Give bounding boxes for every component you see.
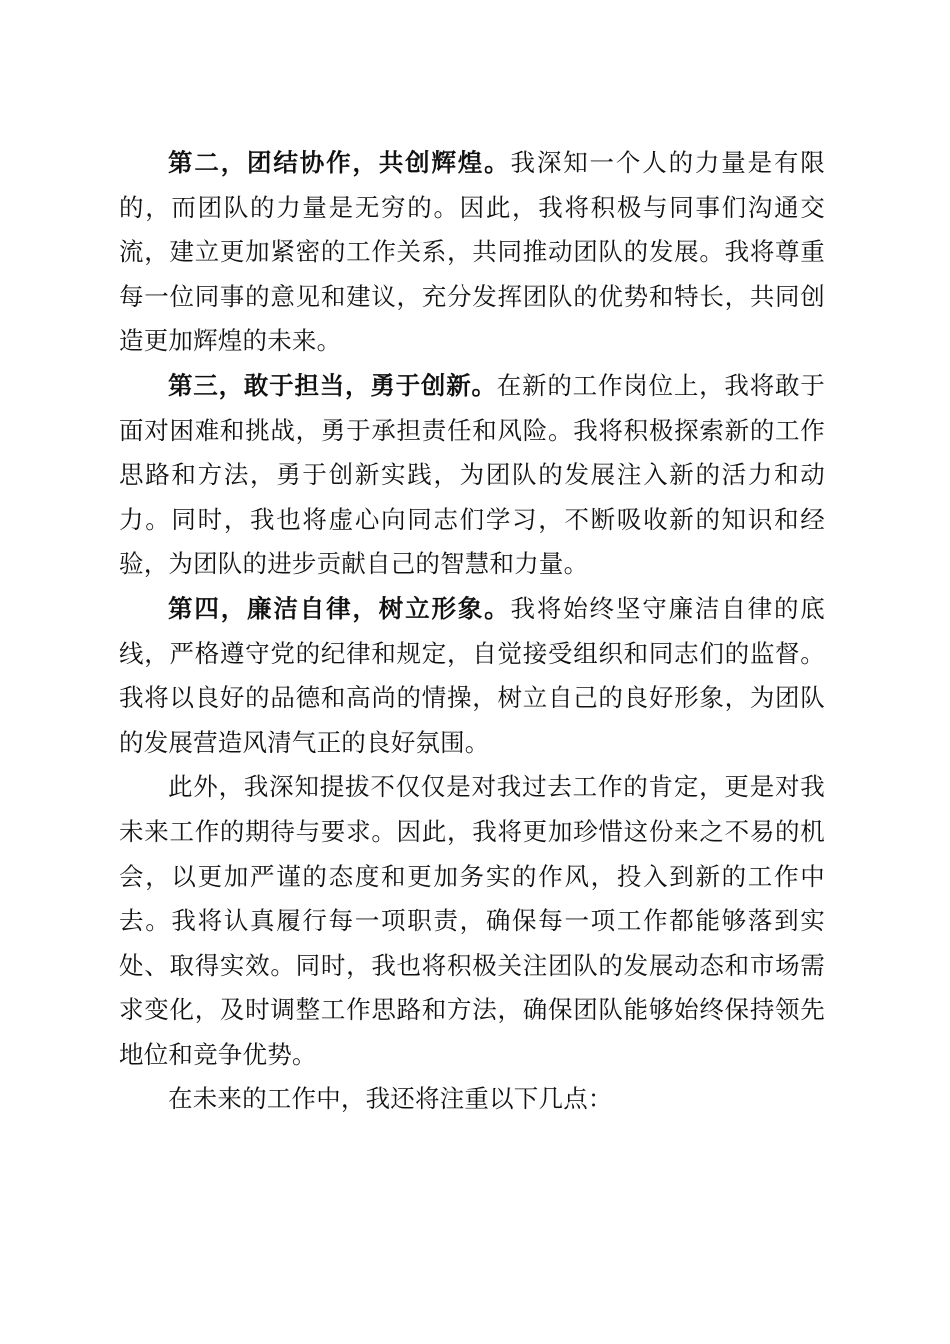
paragraph-teamwork <box>119 141 825 364</box>
paragraph-additionally <box>119 765 825 1077</box>
paragraph-text: 在新的工作岗位上，我将敢于面对困难和挑战，勇于承担责任和风险。我将积极探索新的工作思路和方法，勇于创新实践，为团队的发展注入新的活力和动力。同时，我也将虚心向同志们学习，不断吸收新的知识和经验，为团队的进步贡献自己的智慧和力量。 <box>119 370 825 579</box>
paragraph-heading: 第二，团结协作，共创辉煌。 <box>168 148 511 177</box>
document-body <box>119 141 825 1122</box>
paragraph-heading: 第三，敢于担当，勇于创新。 <box>168 370 497 400</box>
paragraph-integrity <box>119 587 825 765</box>
paragraph-text: 此外，我深知提拔不仅仅是对我过去工作的肯定，更是对我未来工作的期待与要求。因此，我将更加珍惜这份来之不易的机会，以更加严谨的态度和更加务实的作风，投入到新的工作中去。我将认真履行每一项职责，确保每一项工作都能够落到实处、取得实效。同时，我也将积极关注团队的发展动态和市场需求变化，及时调整工作思路和方法，确保团队能够始终保持领先地位和竞争优势。 <box>119 772 825 1069</box>
paragraph-text: 在未来的工作中，我还将注重以下几点： <box>168 1084 613 1114</box>
paragraph-text: 我将始终坚守廉洁自律的底线，严格遵守党的纪律和规定，自觉接受组织和同志们的监督。我将以良好的品德和高尚的情操，树立自己的良好形象，为团队的发展营造风清气正的良好氛围。 <box>119 593 825 757</box>
paragraph-future-focus <box>119 1077 825 1122</box>
paragraph-innovation <box>119 364 825 587</box>
paragraph-heading: 第四，廉洁自律，树立形象。 <box>168 593 511 623</box>
paragraph-text: 我深知一个人的力量是有限的，而团队的力量是无穷的。因此，我将积极与同事们沟通交流，建立更加紧密的工作关系，共同推动团队的发展。我将尊重每一位同事的意见和建议，充分发挥团队的优势和特长，共同创造更加辉煌的未来。 <box>119 148 825 356</box>
